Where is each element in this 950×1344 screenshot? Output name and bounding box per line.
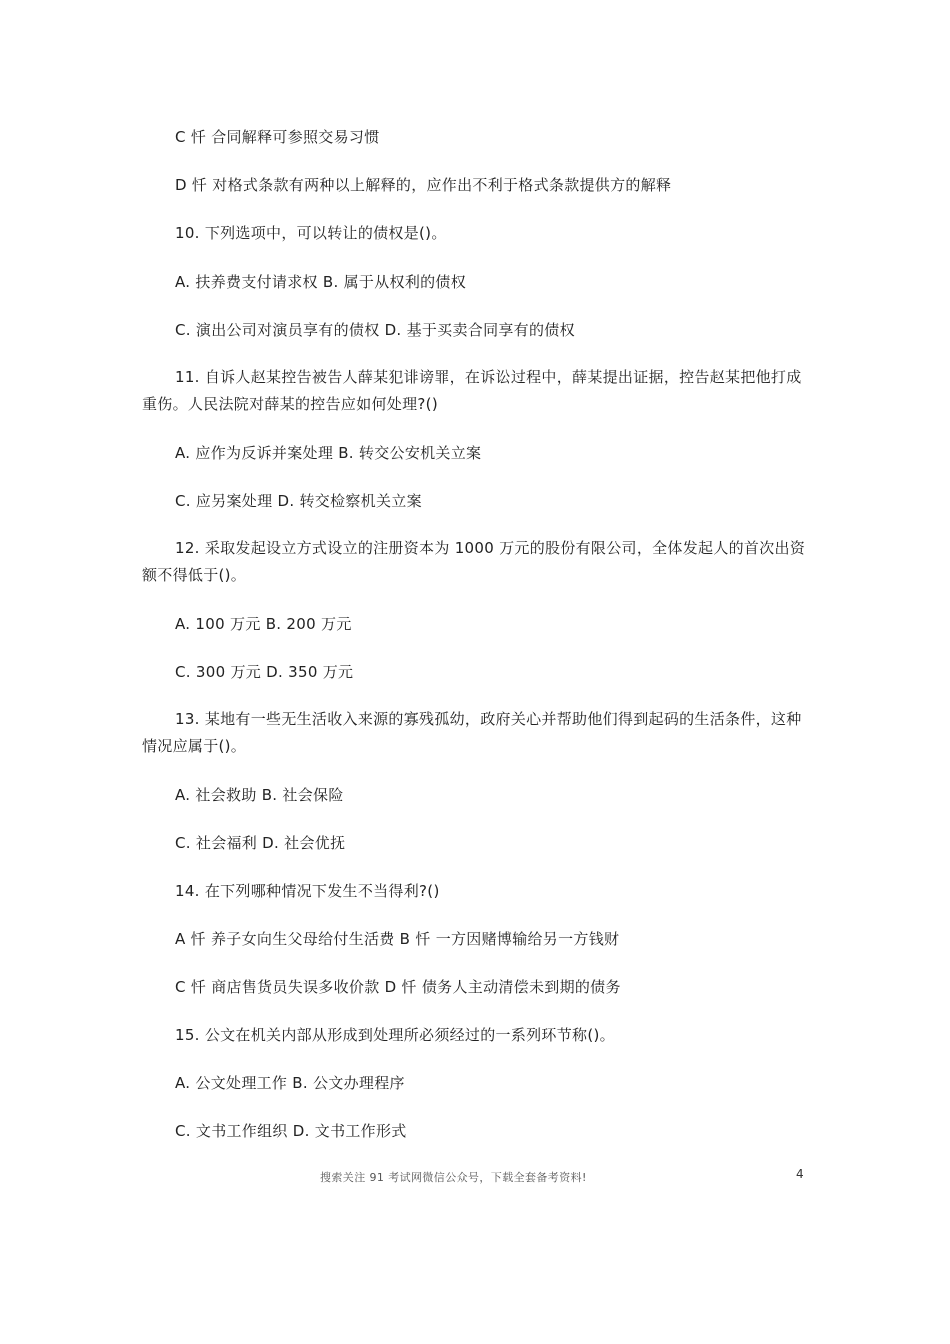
option-c-line: C 忏 合同解释可参照交易习惯 [175,128,380,146]
question-11: 11. 自诉人赵某控告被告人薛某犯诽谤罪，在诉讼过程中，薛某提出证据，控告赵某把他打成重伤。人民法院对薛某的控告应如何处理?() [142,368,802,413]
question-11-options-ab: A. 应作为反诉并案处理 B. 转交公安机关立案 [175,444,482,462]
page-number: 4 [796,1167,804,1181]
question-12: 12. 采取发起设立方式设立的注册资本为 1000 万元的股份有限公司，全体发起人的首次出资额不得低于()。 [142,539,806,584]
question-13: 13. 某地有一些无生活收入来源的寡残孤幼，政府关心并帮助他们得到起码的生活条件，这种情况应属于()。 [142,710,802,755]
question-10-options-cd: C. 演出公司对演员享有的债权 D. 基于买卖合同享有的债权 [175,321,575,339]
question-12-options-ab: A. 100 万元 B. 200 万元 [175,615,352,633]
question-14: 14. 在下列哪种情况下发生不当得利?() [175,882,440,900]
question-14-options-ab: A 忏 养子女向生父母给付生活费 B 忏 一方因赌博输给另一方钱财 [175,930,620,948]
question-11-options-cd: C. 应另案处理 D. 转交检察机关立案 [175,492,422,510]
question-10: 10. 下列选项中，可以转让的债权是()。 [175,224,447,242]
footer-note: 搜索关注 91 考试网微信公众号，下载全套备考资料! [320,1171,587,1184]
question-15-options-cd: C. 文书工作组织 D. 文书工作形式 [175,1122,407,1140]
question-13-options-cd: C. 社会福利 D. 社会优抚 [175,834,346,852]
option-d-line: D 忏 对格式条款有两种以上解释的，应作出不利于格式条款提供方的解释 [175,176,672,194]
question-15-options-ab: A. 公文处理工作 B. 公文办理程序 [175,1074,405,1092]
question-12-options-cd: C. 300 万元 D. 350 万元 [175,663,354,681]
question-14-options-cd: C 忏 商店售货员失误多收价款 D 忏 债务人主动清偿未到期的债务 [175,978,621,996]
question-10-options-ab: A. 扶养费支付请求权 B. 属于从权利的债权 [175,273,467,291]
question-15: 15. 公文在机关内部从形成到处理所必须经过的一系列环节称()。 [175,1026,615,1044]
question-13-options-ab: A. 社会救助 B. 社会保险 [175,786,344,804]
